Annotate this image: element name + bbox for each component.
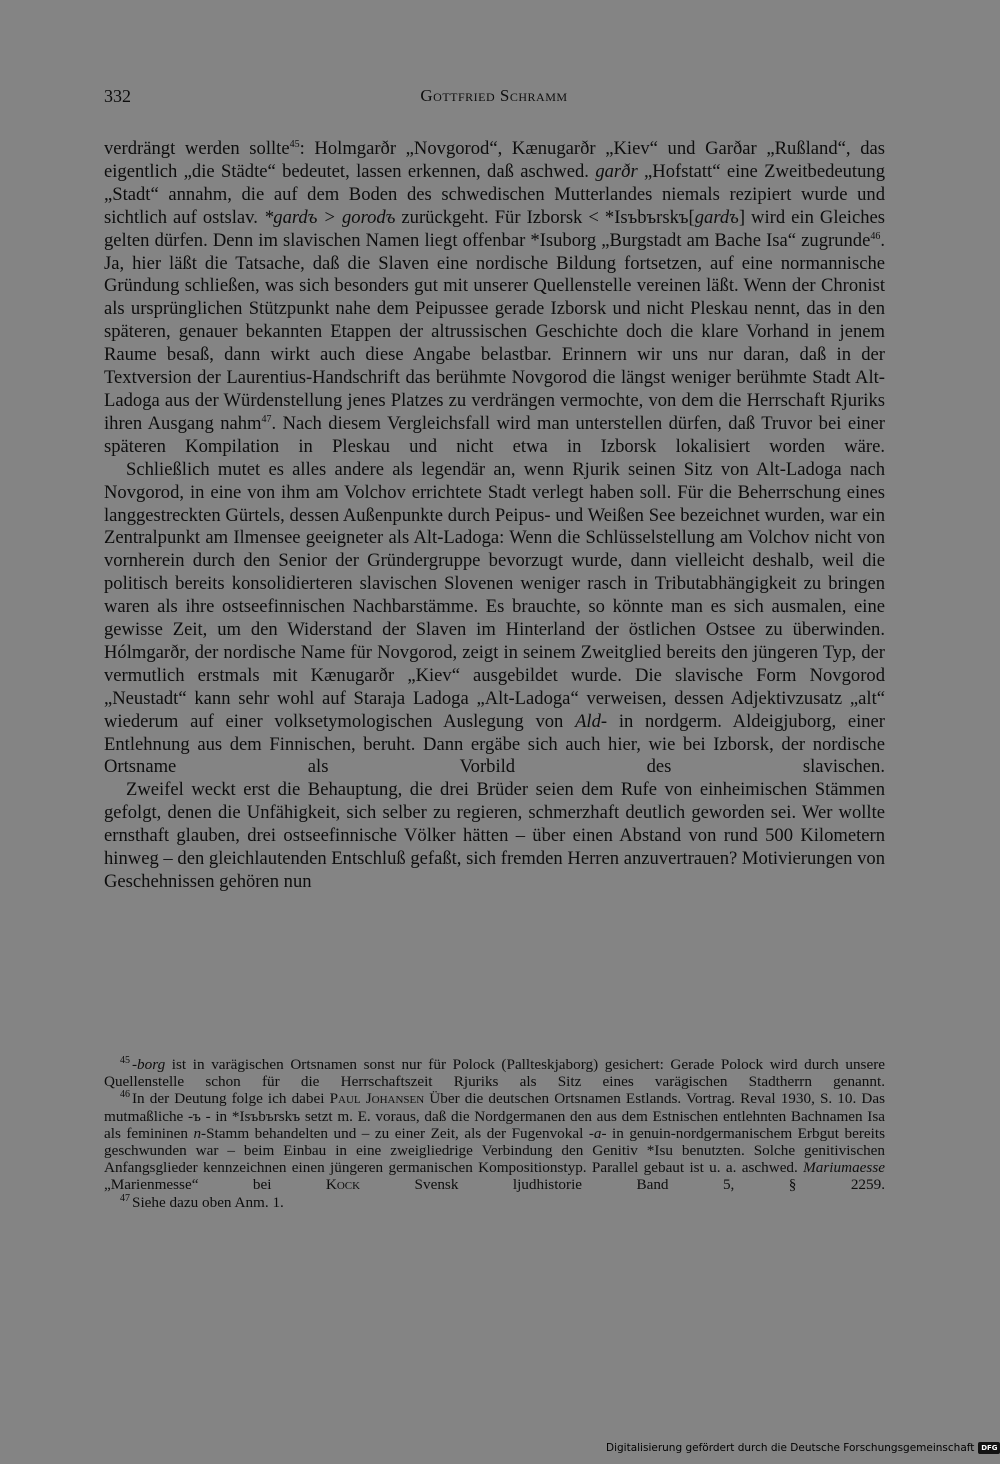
paragraph-3: Zweifel weckt erst die Behauptung, die drei Brüder seien dem Rufe von einheimischen Stämmen gefolgt, denen die Unfähigkeit, sich selber zu regieren, schmerzhaft deutlich geworden sei. Wer wollte ernsthaft glauben, drei ostseefinnische Völker hätten – über einen Abstand von rund 500 Kilometern hinweg – den gleichlautenden Entschluß gefaßt, sich fremden Herren anzuvertrauen? Motivierungen von Geschehnissen gehören nun [104,779,885,892]
body-text [104,138,885,894]
dfg-logo: DFG [978,1442,1000,1454]
digitization-credit [606,1440,1000,1455]
paragraph-2: Schließlich mutet es alles andere als legendär an, wenn Rjurik seinen Sitz von Alt-Ladoga nach Novgorod, in eine von ihm am Volchov errichtete Stadt verlegt haben soll. Für die Beherrschung eines langgestreckten Gürtels, dessen Außenpunkte durch Peipus- und Weißen See bezeichnet wurden, war ein Zentralpunkt am Ilmensee geeigneter als Alt-Ladoga: Wenn die Schlüsselstellung am Volchov nicht von vornherein durch den Senior der Gründergruppe bevorzugt wurde, dann vielleicht deshalb, weil die politisch bereits konsolidierteren slavischen Slovenen weniger rasch in Tributabhängigkeit zu bringen waren als ihre ostseefinnischen Nachbarstämme. Es brauchte, so könnte man es sich ausmalen, eine gewisse Zeit, um den Widerstand der Slaven im Hinterland der östlichen Ostsee zu überwinden. Hólmgarðr, der nordische Name für Novgorod, zeigt in seinem Zweitglied bereits den jüngeren Typ, der vermutlich erstmals mit Kænugarðr „Kiev“ ausgebildet wurde. Die slavische Form Novgorod „Neustadt“ kann sehr wohl auf Staraja Ladoga „Alt-Ladoga“ verweisen, dessen Adjektivzusatz „alt“ wiederum auf einer volksetymologischen Auslegung von Ald- in nordgerm. Aldeigjuborg, einer Entlehnung aus dem Finnischen, beruht. Dann ergäbe sich auch hier, wie bei Izborsk, der nordische Ortsname als Vorbild des slavischen. [104,458,885,778]
footnote-ref-45[interactable]: 45 [289,138,300,150]
footnote-46: $^{46}$ In der Deutung folge ich dabei Paul Johansen Über die deutschen Ortsnamen Estlands. Vortrag. Reval 1930, S. 10. Das mutmaßliche -ъ - in *Isъbъrskъ setzt m. E. voraus, daß die Nordgermanen den aus dem Estnischen entlehnten Bachnamen Isa als femininen n-Stamm behandelten und – zu einer Zeit, als der Fugenvokal -a- in genuin-nordgermanischem Erbgut bereits geschwunden war – beim Einbau in eine zweigliedrige Verbindung den Genitiv *Isu benutzten. Solche genitivischen Anfangsglieder kennzeichnen einen jüngeren germanischen Kompositionstyp. Parallel gebaut ist u. a. aschwed. Mariumaesse „Marienmesse“ bei Kock Svensk ljudhistorie Band 5, § 2259. [104,1089,885,1194]
page-number: 332 [104,86,131,106]
footnote-ref-47[interactable]: 47 [261,413,272,425]
footnote-45: $^{45}$ -borg ist in varägischen Ortsnamen sonst nur für Polock (Pallteskjaborg) gesichert: Gerade Polock wird durch unsere Quellenstelle schon für die Herrschaftszeit Rjuriks als Sitz eines varägischen Stadtherrn genannt. [104,1054,885,1091]
paragraph-1: verdrängt werden sollte$^{45}$: Holmgarðr „Novgorod“, Kænugarðr „Kiev“ und Garðar „Rußland“, das eigentlich „die Städte“ bedeutet, lassen erkennen, daß aschwed. garðr „Hofstatt“ eine Zweitbedeutung „Stadt“ annahm, die auf dem Boden des schwedischen Mutterlandes niemals rezipiert wurde und sichtlich auf ostslav. *gardъ > gorodъ zurückgeht. Für Izborsk < *Isъbъrskъ[gardъ] wird ein Gleiches gelten dürfen. Denn im slavischen Namen liegt offenbar *Isuborg „Burgstadt am Bache Isa“ zugrunde$^{46}$. Ja, hier läßt die Tatsache, daß die Slaven eine nordische Bildung fortsetzen, auf eine normannische Gründung schließen, was sich besonders gut mit unserer Quellenstelle vereinen läßt. Wenn der Chronist als ursprünglichen Stützpunkt nahe dem Peipussee gerade Izborsk und nicht Pleskau nennt, das in den späteren, genauer bekannten Etappen der altrussischen Geschichte doch die klare Vorhand in jenem Raume besaß, dann wirkt auch diese Angabe belastbar. Erinnern wir uns nur daran, daß in der Textversion der Laurentius-Handschrift das berühmte Novgorod die längst weniger berühmte Stadt Alt-Ladoga aus der Würdenstellung jenes Platzes zu verdrängen vermochte, von dem die Herrschaft Rjuriks ihren Ausgang nahm$^{47}$. Nach diesem Vergleichsfall wird man unterstellen dürfen, daß Truvor bei einer späteren Kompilation in Pleskau und nicht etwa in Izborsk lokalisiert worden wäre. [104,138,886,457]
author-name: Kock [325,1176,361,1194]
footnote-number: 45 [120,1054,130,1066]
credit-text: Digitalisierung gefördert durch die Deutsche Forschungsgemeinschaft [606,1441,975,1454]
author-name: Paul Johansen [329,1090,425,1108]
footnote-ref-46[interactable]: 46 [870,230,881,242]
page-header [104,86,884,110]
footnote-47: $^{47}$ Siehe dazu oben Anm. 1. [120,1192,284,1211]
footnotes [104,1056,885,1211]
footnote-number: 47 [120,1192,130,1204]
running-head: Gottfried Schramm [420,86,568,105]
footnote-number: 46 [120,1089,130,1101]
